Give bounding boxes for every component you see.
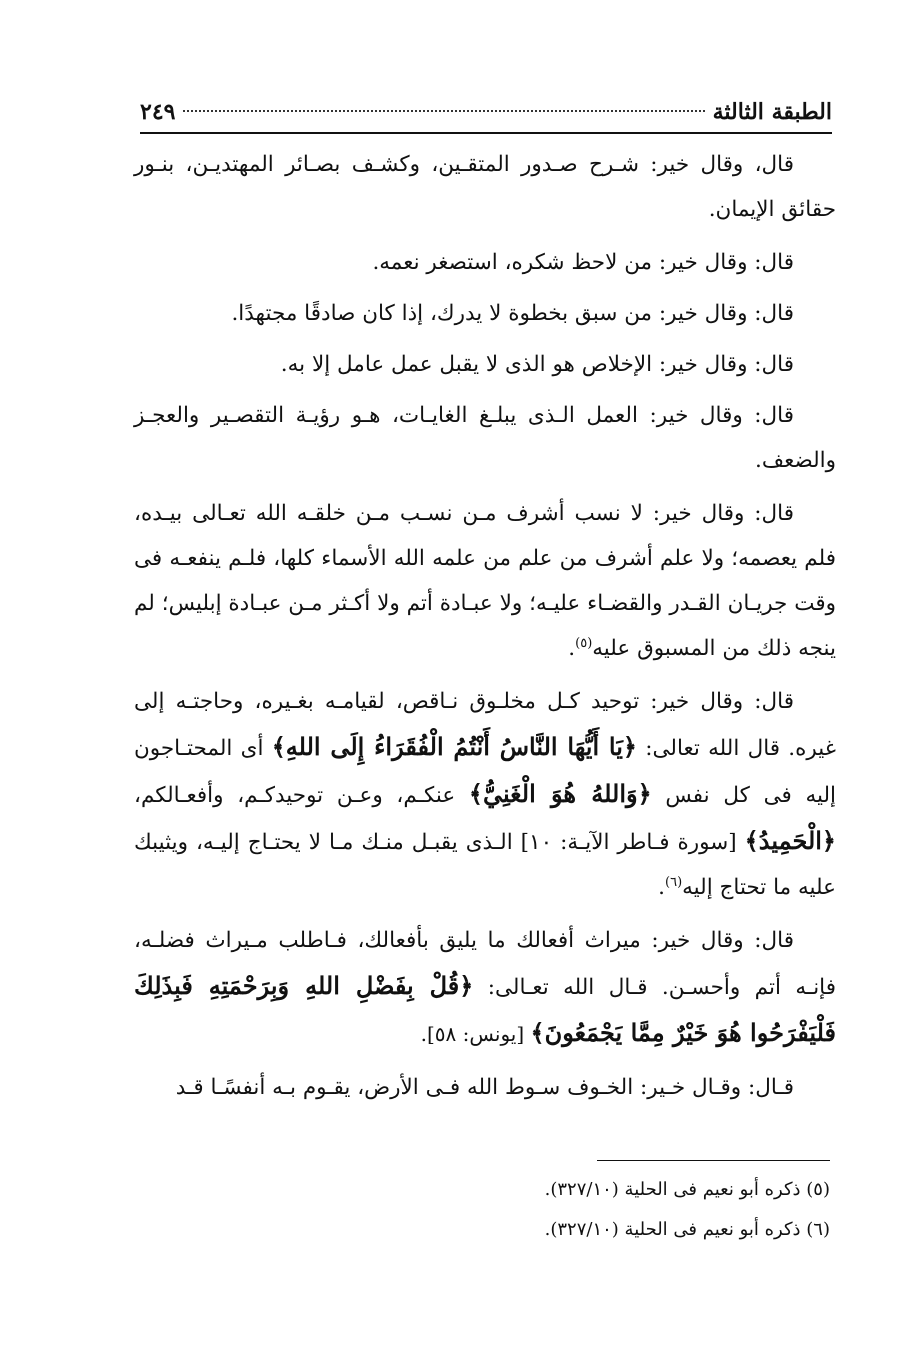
quran-verse: ﴿الْحَمِيدُ﴾ — [744, 826, 836, 855]
footnote: (٥) ذكره أبو نعيم فى الحلية (٣٢٧/١٠). — [544, 1179, 830, 1200]
quran-verse: ﴿يَا أَيُّهَا النَّاسُ أَنْتُمُ الْفُقَرَاءُ إِلَى اللهِ﴾ — [271, 732, 637, 761]
paragraph — [134, 491, 836, 671]
paragraph: قال: وقال خير: العمل الـذى يبلـغ الغايـات، هـو رؤيـة التقصـير والعجـز والضعف. — [134, 403, 836, 473]
footnote-marker: (٦) — [665, 874, 683, 890]
page-number: ٢٤٩ — [140, 99, 176, 125]
paragraph: قال، وقال خير: شـرح صـدور المتقـين، وكشـف بصـائر المهتديـن، بنـور حقائق الإيمان. — [134, 152, 836, 222]
verse-reference: [يونس: ٥٨]. — [420, 1022, 531, 1046]
paragraph-text: . — [568, 636, 576, 661]
paragraph-text: أى المحتـاجون إليه فى كل نفس — [134, 736, 836, 808]
paragraph: قـال: وقـال خـير: الخـوف سـوط الله فـى الأرض، يقـوم بـه أنفسًـا قـد — [175, 1075, 794, 1100]
leader-dots — [183, 92, 704, 112]
paragraph: قال: وقال خير: من سبق بخطوة لا يدرك، إذا كان صادقًا مجتهدًا. — [231, 301, 794, 326]
footnote: (٦) ذكره أبو نعيم فى الحلية (٣٢٧/١٠). — [544, 1219, 830, 1240]
chapter-title: الطبقة الثالثة — [712, 99, 832, 125]
paragraph: قال: وقال خير: الإخلاص هو الذى لا يقبل عمل عامل إلا به. — [280, 352, 794, 377]
paragraph-text: عنكـم، وعـن توحيدكـم، وأفعـالكم، — [134, 783, 469, 808]
paragraph-text: [سورة فـاطر الآيـة: ١٠] الـذى يقبـل منـك مـا لا يحتـاج إليـه، ويثيبك عليه ما تحتاج إليه — [134, 830, 836, 900]
paragraph — [134, 918, 836, 1057]
paragraph: قال: وقال خير: من لاحظ شكره، استصغر نعمه. — [372, 250, 794, 275]
paragraph-text: . — [658, 875, 665, 900]
running-header — [140, 92, 832, 134]
paragraph-text: قال: وقال خير: لا نسب أشرف مـن نسـب مـن خلقـه الله تعـالى بيـده، فلم يعصمه؛ ولا علم أشرف من علم من علمه الله الأسماء كلها، فلـم ينفعـه فى وقت جريـان القـدر والقضـاء عليـه؛ ولا عبـادة أتم ولا أكـثر مـن عبـادة إبليس؛ لم ينجه ذلك من المسبوق عليه — [134, 501, 836, 661]
paragraph-text: قال: وقال خير: توحيد كـل مخلـوق نـاقص، لقيامـه بغـيره، وحاجتـه إلى غيره. قال الله تعالى: — [134, 689, 836, 761]
footnote-marker: (٥) — [575, 635, 593, 651]
footnote-divider — [597, 1160, 830, 1161]
quran-verse: ﴿وَاللهُ هُوَ الْغَنِيُّ﴾ — [468, 779, 652, 808]
paragraph — [134, 679, 836, 910]
quran-verse: ﴿قُلْ بِفَضْلِ اللهِ وَبِرَحْمَتِهِ فَبِذَلِكَ فَلْيَفْرَحُوا هُوَ خَيْرٌ مِمَّا يَجْمَعُونَ﴾ — [134, 971, 836, 1047]
main-text — [134, 142, 836, 1118]
footnotes — [420, 1170, 830, 1250]
paragraph-text: قال: وقال خير: ميراث أفعالك ما يليق بأفعالك، فـاطلب مـيراث فضلـه، فإنـه أتم وأحسـن. قـال الله تعـالى: — [134, 928, 837, 1000]
